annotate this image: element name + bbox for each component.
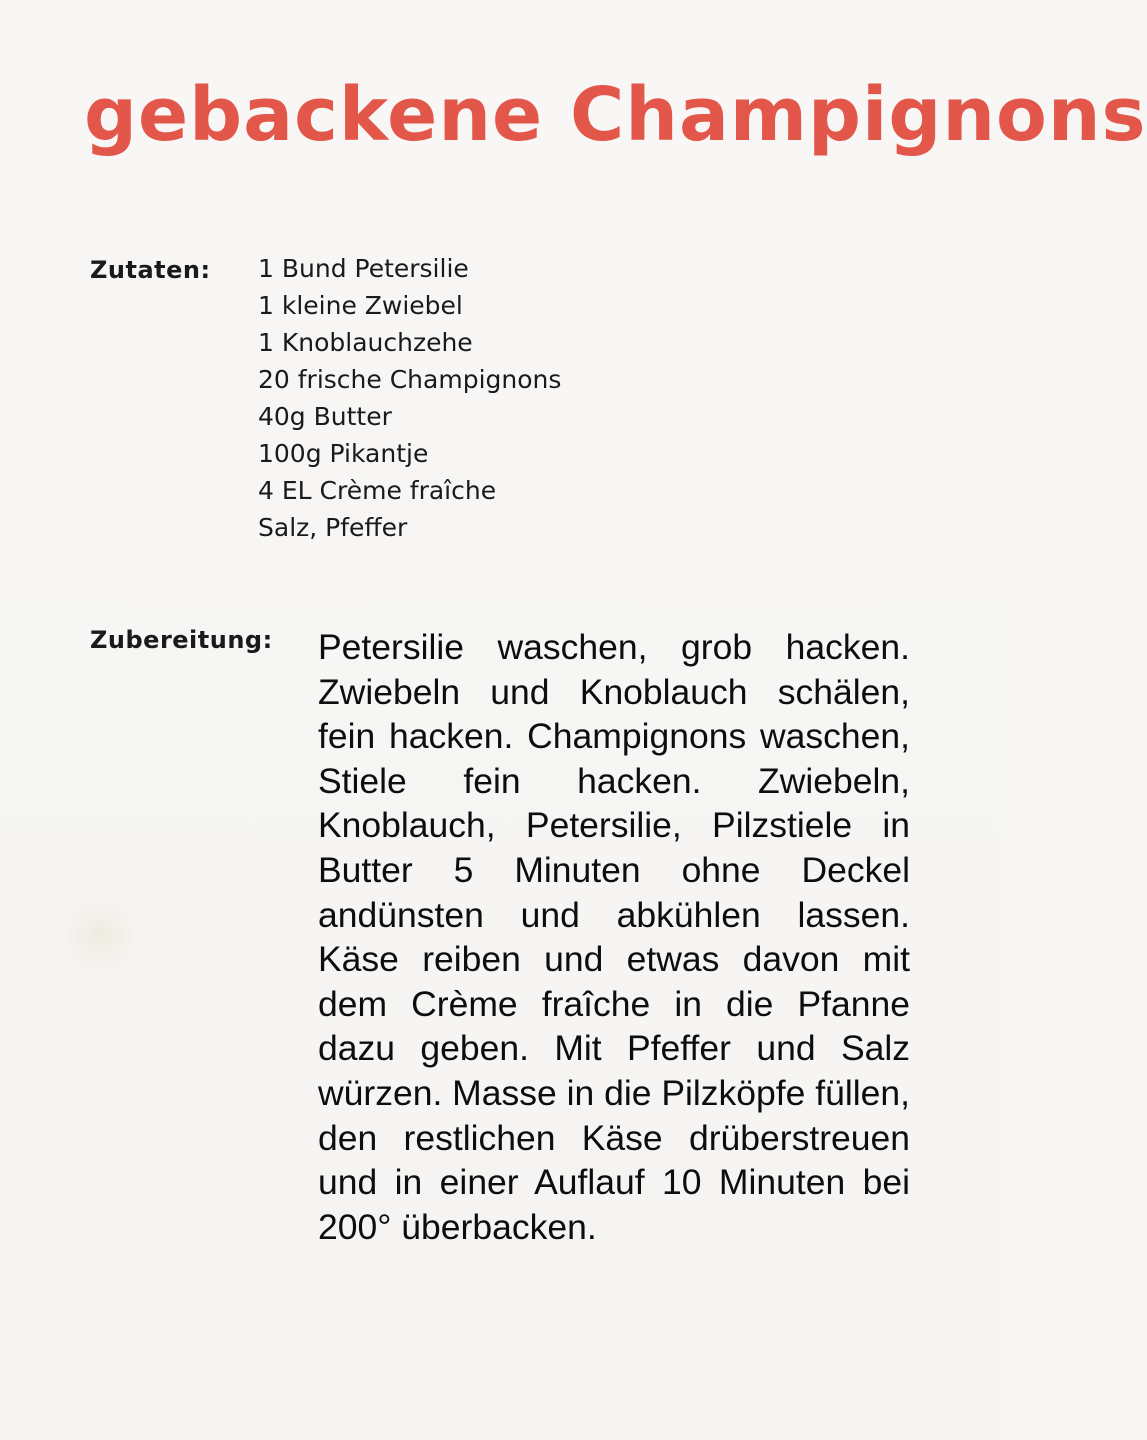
ingredient-item: 1 Bund Petersilie (258, 254, 469, 283)
preparation-text: Petersilie waschen, grob hacken. Zwiebeln und Knoblauch schälen, fein hacken. Champignons waschen, Stiele fein hacken. Zwiebeln, Knoblauch, Petersilie, Pilzstiele in Butter 5 Minuten ohne Deckel andünsten und abkühlen lassen. Käse reiben und etwas davon mit dem Crème fraîche in die Pfanne dazu geben. Mit Pfeffer und Salz würzen. Masse in die Pilzköpfe füllen, den restlichen Käse drüberstreuen und in einer Auflauf 10 Minuten bei 200° überbacken. (318, 627, 910, 1247)
recipe-title: gebackene Champignons (84, 72, 1147, 158)
ingredient-item: 100g Pikantje (258, 439, 429, 468)
ingredient-item: Salz, Pfeffer (258, 513, 408, 542)
preparation-label: Zubereitung: (90, 626, 273, 654)
ingredient-item: 1 Knoblauchzehe (258, 328, 473, 357)
ingredient-item: 20 frische Champignons (258, 365, 562, 394)
ingredients-label: Zutaten: (90, 256, 211, 284)
ingredient-item: 40g Butter (258, 402, 392, 431)
ingredients-list (258, 250, 561, 546)
ingredient-item: 4 EL Crème fraîche (258, 476, 497, 505)
ingredient-item: 1 kleine Zwiebel (258, 291, 463, 320)
